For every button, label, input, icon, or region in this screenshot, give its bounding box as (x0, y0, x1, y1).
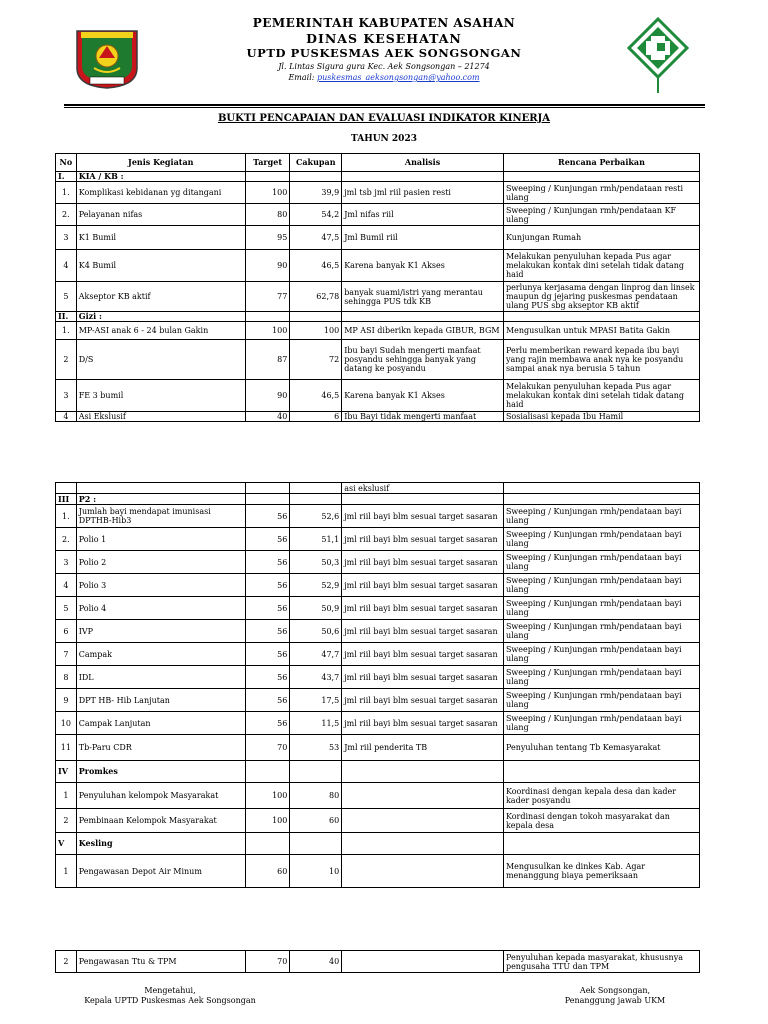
empty-cell (342, 761, 504, 783)
empty-cell (245, 494, 290, 505)
row-number: 4 (56, 574, 77, 597)
activity-cell: D/S (76, 340, 245, 380)
target-cell: 56 (245, 597, 290, 620)
empty-cell (290, 761, 342, 783)
section-label: P2 : (76, 494, 245, 505)
row-number: 4 (56, 250, 77, 282)
table-row (56, 689, 700, 712)
section-label: Promkes (76, 761, 245, 783)
indicator-table-page1 (55, 153, 700, 422)
improvement-plan-cell: Sweeping / Kunjungan rmh/pendataan bayi ulang (503, 689, 699, 712)
signature-right (535, 986, 695, 1006)
empty-cell (503, 833, 699, 855)
improvement-plan-cell: Sosialisasi kepada Ibu Hamil (503, 412, 699, 422)
analysis-cell (342, 855, 504, 888)
email-line (150, 72, 618, 83)
section-row (56, 494, 700, 505)
row-number: 11 (56, 735, 77, 761)
table-row (56, 643, 700, 666)
empty-cell (290, 494, 342, 505)
analysis-cell: jml riil bayi blm sesuai target sasaran (342, 689, 504, 712)
table-row (56, 712, 700, 735)
improvement-plan-cell: Sweeping / Kunjungan rmh/pendataan bayi ulang (503, 551, 699, 574)
table-row (56, 597, 700, 620)
improvement-plan-cell: Sweeping / Kunjungan rmh/pendataan bayi ulang (503, 505, 699, 528)
coverage-cell: 60 (290, 809, 342, 833)
col-header-analisis: Analisis (342, 154, 504, 172)
table-row (56, 783, 700, 809)
empty-cell (290, 312, 342, 322)
table-row (56, 666, 700, 689)
target-cell: 95 (245, 226, 290, 250)
row-number: 8 (56, 666, 77, 689)
activity-cell: Asi Ekslusif (76, 412, 245, 422)
row-number: 1. (56, 182, 77, 204)
row-number: 5 (56, 597, 77, 620)
target-cell: 100 (245, 182, 290, 204)
empty-cell (245, 833, 290, 855)
puskesmas-cross-icon (627, 17, 689, 95)
col-header-cakupan: Cakupan (290, 154, 342, 172)
improvement-plan-cell: Sweeping / Kunjungan rmh/pendataan bayi ulang (503, 620, 699, 643)
email-label: Email: (288, 73, 317, 82)
improvement-plan-cell: perlunya kerjasama dengan linprog dan linsek maupun dg jejaring puskesmas pendataan ulang PUS sbg akseptor KB aktif (503, 282, 699, 312)
asahan-regency-logo (74, 28, 140, 90)
coverage-cell: 51,1 (290, 528, 342, 551)
target-cell: 56 (245, 528, 290, 551)
section-row (56, 761, 700, 783)
section-number: I. (56, 172, 77, 182)
target-cell: 80 (245, 204, 290, 226)
improvement-plan-cell: Sweeping / Kunjungan rmh/pendataan bayi ulang (503, 528, 699, 551)
signature-left-line2: Kepala UPTD Puskesmas Aek Songsongan (84, 996, 256, 1005)
table-row (56, 340, 700, 380)
activity-cell: Jumlah bayi mendapat imunisasi DPTHB-Hib3 (76, 505, 245, 528)
activity-cell: Komplikasi kebidanan yg ditangani (76, 182, 245, 204)
coverage-cell: 39,9 (290, 182, 342, 204)
letterhead-text (150, 16, 618, 83)
letterhead-divider (64, 104, 705, 106)
signature-right-line1: Aek Songsongan, (579, 986, 651, 995)
improvement-plan-cell: Koordinasi dengan kepala desa dan kader kader posyandu (503, 783, 699, 809)
coverage-cell: 46,5 (290, 380, 342, 412)
table-row (56, 483, 700, 494)
empty-cell (342, 312, 504, 322)
coverage-cell: 52,6 (290, 505, 342, 528)
table-row (56, 505, 700, 528)
activity-cell: K1 Bumil (76, 226, 245, 250)
table-row (56, 182, 700, 204)
activity-cell: Pelayanan nifas (76, 204, 245, 226)
activity-cell: IVP (76, 620, 245, 643)
activity-cell: DPT HB- Hib Lanjutan (76, 689, 245, 712)
table-row (56, 412, 700, 422)
coverage-cell: 43,7 (290, 666, 342, 689)
target-cell: 70 (245, 951, 290, 973)
row-number: 9 (56, 689, 77, 712)
activity-cell: Campak (76, 643, 245, 666)
analysis-cell: jml riil bayi blm sesuai target sasaran (342, 643, 504, 666)
improvement-plan-cell: Mengusulkan ke dinkes Kab. Agar menanggung biaya pemeriksaan (503, 855, 699, 888)
coverage-cell: 52,9 (290, 574, 342, 597)
table-row (56, 250, 700, 282)
activity-cell: K4 Bumil (76, 250, 245, 282)
row-number: 2 (56, 951, 77, 973)
target-cell: 40 (245, 412, 290, 422)
activity-cell: Polio 4 (76, 597, 245, 620)
activity-cell: Pengawasan Ttu & TPM (76, 951, 245, 973)
improvement-plan-cell: Sweeping / Kunjungan rmh/pendataan bayi ulang (503, 666, 699, 689)
row-number: 10 (56, 712, 77, 735)
improvement-plan-cell: Sweeping / Kunjungan rmh/pendataan bayi ulang (503, 643, 699, 666)
activity-cell: Campak Lanjutan (76, 712, 245, 735)
target-cell: 56 (245, 620, 290, 643)
coverage-cell: 17,5 (290, 689, 342, 712)
improvement-plan-cell: Sweeping / Kunjungan rmh/pendataan resti ulang (503, 182, 699, 204)
table-row (56, 951, 700, 973)
target-cell: 77 (245, 282, 290, 312)
empty-cell (342, 833, 504, 855)
table-row (56, 226, 700, 250)
target-cell: 56 (245, 666, 290, 689)
section-row (56, 312, 700, 322)
analysis-cell: jml tsb jml riil pasien resti (342, 182, 504, 204)
target-cell: 60 (245, 855, 290, 888)
row-number: 2. (56, 204, 77, 226)
activity-cell (76, 483, 245, 494)
row-number: 1. (56, 322, 77, 340)
row-number: 3 (56, 551, 77, 574)
row-number: 1 (56, 855, 77, 888)
col-header-kegiatan: Jenis Kegiatan (76, 154, 245, 172)
empty-cell (342, 172, 504, 182)
empty-cell (245, 172, 290, 182)
analysis-cell: jml riil bayi blm sesuai target sasaran (342, 551, 504, 574)
improvement-plan-cell: Sweeping / Kunjungan rmh/pendataan KF ulang (503, 204, 699, 226)
letterhead-divider-thin (64, 107, 705, 108)
row-number (56, 483, 77, 494)
coverage-cell: 10 (290, 855, 342, 888)
analysis-cell: Ibu Bayi tidak mengerti manfaat (342, 412, 504, 422)
improvement-plan-cell: Penyuluhan kepada masyarakat, khususnya pengusaha TTU dan TPM (503, 951, 699, 973)
coverage-cell: 62,78 (290, 282, 342, 312)
section-label: Kesling (76, 833, 245, 855)
col-header-no: No (56, 154, 77, 172)
empty-cell (503, 172, 699, 182)
address: Jl. Lintas Sigura gura Kec. Aek Songsongan – 21274 (278, 62, 490, 71)
row-number: 7 (56, 643, 77, 666)
analysis-cell: jml riil bayi blm sesuai target sasaran (342, 505, 504, 528)
target-cell: 70 (245, 735, 290, 761)
analysis-cell: Karena banyak K1 Akses (342, 250, 504, 282)
improvement-plan-cell: Melakukan penyuluhan kepada Pus agar melakukan kontak dini setelah tidak datang haid (503, 250, 699, 282)
section-row (56, 833, 700, 855)
row-number: 2. (56, 528, 77, 551)
section-number: III (56, 494, 77, 505)
document-year: TAHUN 2023 (351, 134, 417, 144)
analysis-cell (342, 809, 504, 833)
coverage-cell: 54,2 (290, 204, 342, 226)
signature-right-line2: Penanggung jawab UKM (564, 996, 666, 1005)
coverage-cell: 6 (290, 412, 342, 422)
activity-cell: Penyuluhan kelompok Masyarakat (76, 783, 245, 809)
coverage-cell: 50,3 (290, 551, 342, 574)
activity-cell: MP-ASI anak 6 - 24 bulan Gakin (76, 322, 245, 340)
table-row (56, 620, 700, 643)
analysis-cell: Jml riil penderita TB (342, 735, 504, 761)
coverage-cell: 47,7 (290, 643, 342, 666)
email-link[interactable]: puskesmas_aeksongsongan@yahoo.com (317, 73, 480, 82)
section-label: Gizi : (76, 312, 245, 322)
letterhead (0, 0, 768, 110)
improvement-plan-cell: Kordinasi dengan tokoh masyarakat dan kepala desa (503, 809, 699, 833)
department-name: DINAS KESEHATAN (306, 31, 462, 46)
coverage-cell (290, 483, 342, 494)
target-cell: 56 (245, 574, 290, 597)
col-header-target: Target (245, 154, 290, 172)
activity-cell: Pembinaan Kelompok Masyarakat (76, 809, 245, 833)
signature-left-line1: Mengetahui, (144, 986, 196, 995)
improvement-plan-cell (503, 483, 699, 494)
table-row (56, 809, 700, 833)
row-number: 3 (56, 380, 77, 412)
target-cell: 56 (245, 551, 290, 574)
row-number: 2 (56, 340, 77, 380)
activity-cell: Akseptor KB aktif (76, 282, 245, 312)
improvement-plan-cell: Kunjungan Rumah (503, 226, 699, 250)
target-cell: 100 (245, 322, 290, 340)
empty-cell (290, 172, 342, 182)
analysis-cell: banyak suami/istri yang merantau sehingga PUS tdk KB (342, 282, 504, 312)
analysis-cell: Karena banyak K1 Akses (342, 380, 504, 412)
analysis-cell (342, 783, 504, 809)
improvement-plan-cell: Penyuluhan tentang Tb Kemasyarakat (503, 735, 699, 761)
puskesmas-name: UPTD PUSKESMAS AEK SONGSONGAN (246, 46, 522, 60)
target-cell: 100 (245, 783, 290, 809)
section-number: V (56, 833, 77, 855)
coverage-cell: 72 (290, 340, 342, 380)
government-name: PEMERINTAH KABUPATEN ASAHAN (252, 16, 516, 30)
analysis-cell: Jml Bumil riil (342, 226, 504, 250)
target-cell (245, 483, 290, 494)
target-cell: 87 (245, 340, 290, 380)
table-row (56, 282, 700, 312)
section-number: IV (56, 761, 77, 783)
row-number: 6 (56, 620, 77, 643)
coverage-cell: 46,5 (290, 250, 342, 282)
target-cell: 56 (245, 505, 290, 528)
analysis-cell: Ibu bayi Sudah mengerti manfaat posyandu sehingga banyak yang datang ke posyandu (342, 340, 504, 380)
empty-cell (342, 494, 504, 505)
coverage-cell: 50,6 (290, 620, 342, 643)
coverage-cell: 11,5 (290, 712, 342, 735)
table-header-row (56, 154, 700, 172)
coverage-cell: 80 (290, 783, 342, 809)
analysis-cell: jml riil bayi blm sesuai target sasaran (342, 528, 504, 551)
empty-cell (245, 312, 290, 322)
activity-cell: FE 3 bumil (76, 380, 245, 412)
coverage-cell: 40 (290, 951, 342, 973)
row-number: 3 (56, 226, 77, 250)
row-number: 2 (56, 809, 77, 833)
row-number: 1. (56, 505, 77, 528)
target-cell: 56 (245, 643, 290, 666)
improvement-plan-cell: Sweeping / Kunjungan rmh/pendataan bayi ulang (503, 597, 699, 620)
improvement-plan-cell: Sweeping / Kunjungan rmh/pendataan bayi ulang (503, 712, 699, 735)
indicator-table-page2 (55, 482, 700, 888)
target-cell: 56 (245, 689, 290, 712)
analysis-cell: MP ASI diberikn kepada GIBUR, BGM (342, 322, 504, 340)
col-header-rencana: Rencana Perbaikan (503, 154, 699, 172)
target-cell: 56 (245, 712, 290, 735)
table-row (56, 735, 700, 761)
signature-left (70, 986, 270, 1006)
activity-cell: Polio 1 (76, 528, 245, 551)
coverage-cell: 50,9 (290, 597, 342, 620)
improvement-plan-cell: Mengusulkan untuk MPASI Batita Gakin (503, 322, 699, 340)
coverage-cell: 53 (290, 735, 342, 761)
document-title: BUKTI PENCAPAIAN DAN EVALUASI INDIKATOR KINERJA (217, 113, 551, 124)
analysis-cell: jml riil bayi blm sesuai target sasaran (342, 666, 504, 689)
section-row (56, 172, 700, 182)
puskesmas-logo (627, 17, 689, 95)
section-number: II. (56, 312, 77, 322)
target-cell: 90 (245, 380, 290, 412)
table-row (56, 551, 700, 574)
improvement-plan-cell: Melakukan penyuluhan kepada Pus agar melakukan kontak dini setelah tidak datang haid (503, 380, 699, 412)
empty-cell (245, 761, 290, 783)
table-row (56, 574, 700, 597)
row-number: 1 (56, 783, 77, 809)
analysis-cell: jml riil bayi blm sesuai target sasaran (342, 620, 504, 643)
coverage-cell: 47,5 (290, 226, 342, 250)
table-row (56, 855, 700, 888)
analysis-cell (342, 951, 504, 973)
activity-cell: IDL (76, 666, 245, 689)
analysis-cell: Jml nifas riil (342, 204, 504, 226)
activity-cell: Polio 2 (76, 551, 245, 574)
target-cell: 90 (245, 250, 290, 282)
indicator-table-page3 (55, 950, 700, 973)
empty-cell (290, 833, 342, 855)
table-row (56, 528, 700, 551)
coverage-cell: 100 (290, 322, 342, 340)
activity-cell: Tb-Paru CDR (76, 735, 245, 761)
table-row (56, 380, 700, 412)
analysis-cell: jml riil bayi blm sesuai target sasaran (342, 574, 504, 597)
analysis-cell: jml riil bayi blm sesuai target sasaran (342, 597, 504, 620)
empty-cell (503, 312, 699, 322)
empty-cell (503, 494, 699, 505)
activity-cell: Pengawasan Depot Air Minum (76, 855, 245, 888)
row-number: 5 (56, 282, 77, 312)
activity-cell: Polio 3 (76, 574, 245, 597)
improvement-plan-cell: Perlu memberikan reward kepada ibu bayi yang rajin membawa anak nya ke posyandu sampai anak nya berusia 5 tahun (503, 340, 699, 380)
analysis-cell: asi ekslusif (342, 483, 504, 494)
table-row (56, 322, 700, 340)
analysis-cell: jml riil bayi blm sesuai target sasaran (342, 712, 504, 735)
improvement-plan-cell: Sweeping / Kunjungan rmh/pendataan bayi ulang (503, 574, 699, 597)
table-row (56, 204, 700, 226)
row-number: 4 (56, 412, 77, 422)
target-cell: 100 (245, 809, 290, 833)
section-label: KIA / KB : (76, 172, 245, 182)
empty-cell (503, 761, 699, 783)
